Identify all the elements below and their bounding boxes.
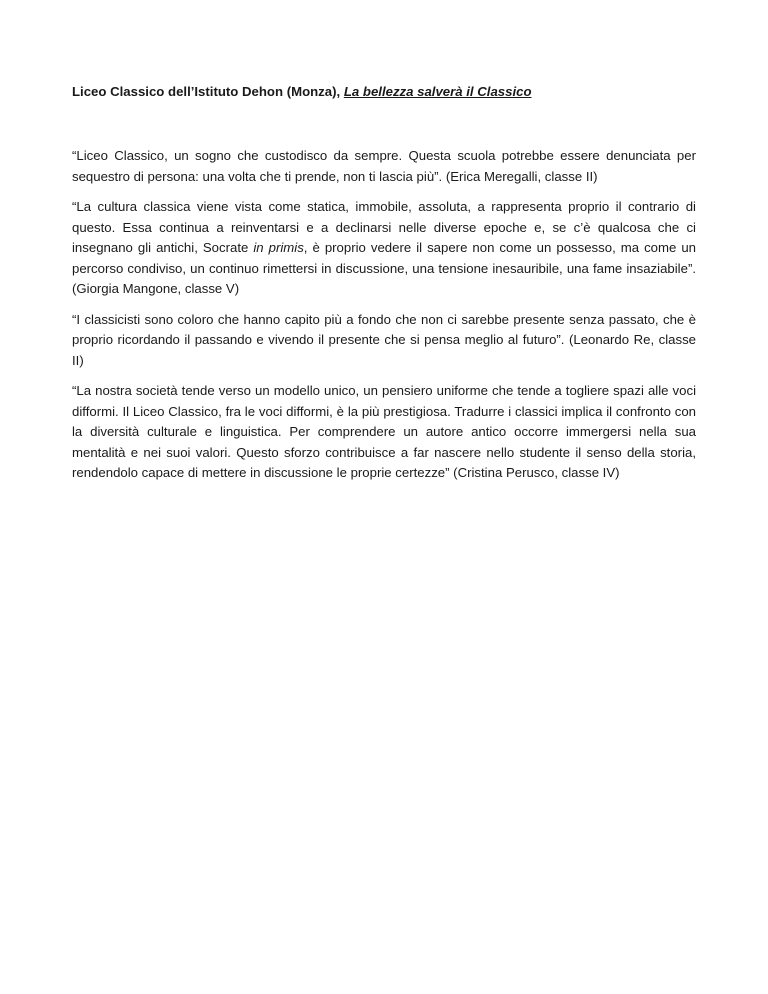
quote-paragraph-2: [72, 197, 696, 300]
heading-institution: Liceo Classico dell’Istituto Dehon (Monza),: [72, 84, 344, 99]
quote-2-part-2: , è proprio vedere il sapere non come un possesso, ma come un percorso condiviso, un continuo rimettersi in discussione, una tensione inesauribile, una fame insaziabile”. (Giorgia Mangone, classe V): [72, 240, 697, 296]
quote-paragraph-3: “I classicisti sono coloro che hanno capito più a fondo che non ci sarebbe presente senza passato, che è proprio ricordando il passando e vivendo il presente che si pensa meglio al futuro”. (Leonardo Re, classe II): [72, 311, 696, 368]
quote-paragraph-4: “La nostra società tende verso un modello unico, un pensiero uniforme che tende a togliere spazi alle voci difformi. Il Liceo Classico, fra le voci difformi, è la più prestigiosa. Tradurre i classici implica il confronto con la diversità culturale e linguistica. Per comprendere un autore antico occorre immergersi nella sua mentalità e nei suoi valori. Questo sforzo contribuisce a far nascere nello studente il senso della storia, rendendolo capace di mettere in discussione le proprie certezze” (Cristina Perusco, classe IV): [72, 383, 696, 480]
quote-2-italic: in primis: [253, 240, 304, 255]
heading-title: La bellezza salverà il Classico: [343, 84, 532, 99]
quote-paragraph-1: “Liceo Classico, un sogno che custodisco da sempre. Questa scuola potrebbe essere denunciata per sequestro di persona: una volta che ti prende, non ti lascia più”. (Erica Meregalli, classe II): [72, 148, 696, 184]
quotes-section: [72, 146, 696, 494]
quote-2-part-1: “La cultura classica viene vista come statica, immobile, assoluta, a rappresenta proprio il contrario di questo. Essa continua a reinventarsi e a declinarsi nelle diverse epoche e, se c’è qualcosa che ci insegnano gli antichi, Socrate: [72, 199, 696, 255]
document-heading: [72, 83, 532, 100]
